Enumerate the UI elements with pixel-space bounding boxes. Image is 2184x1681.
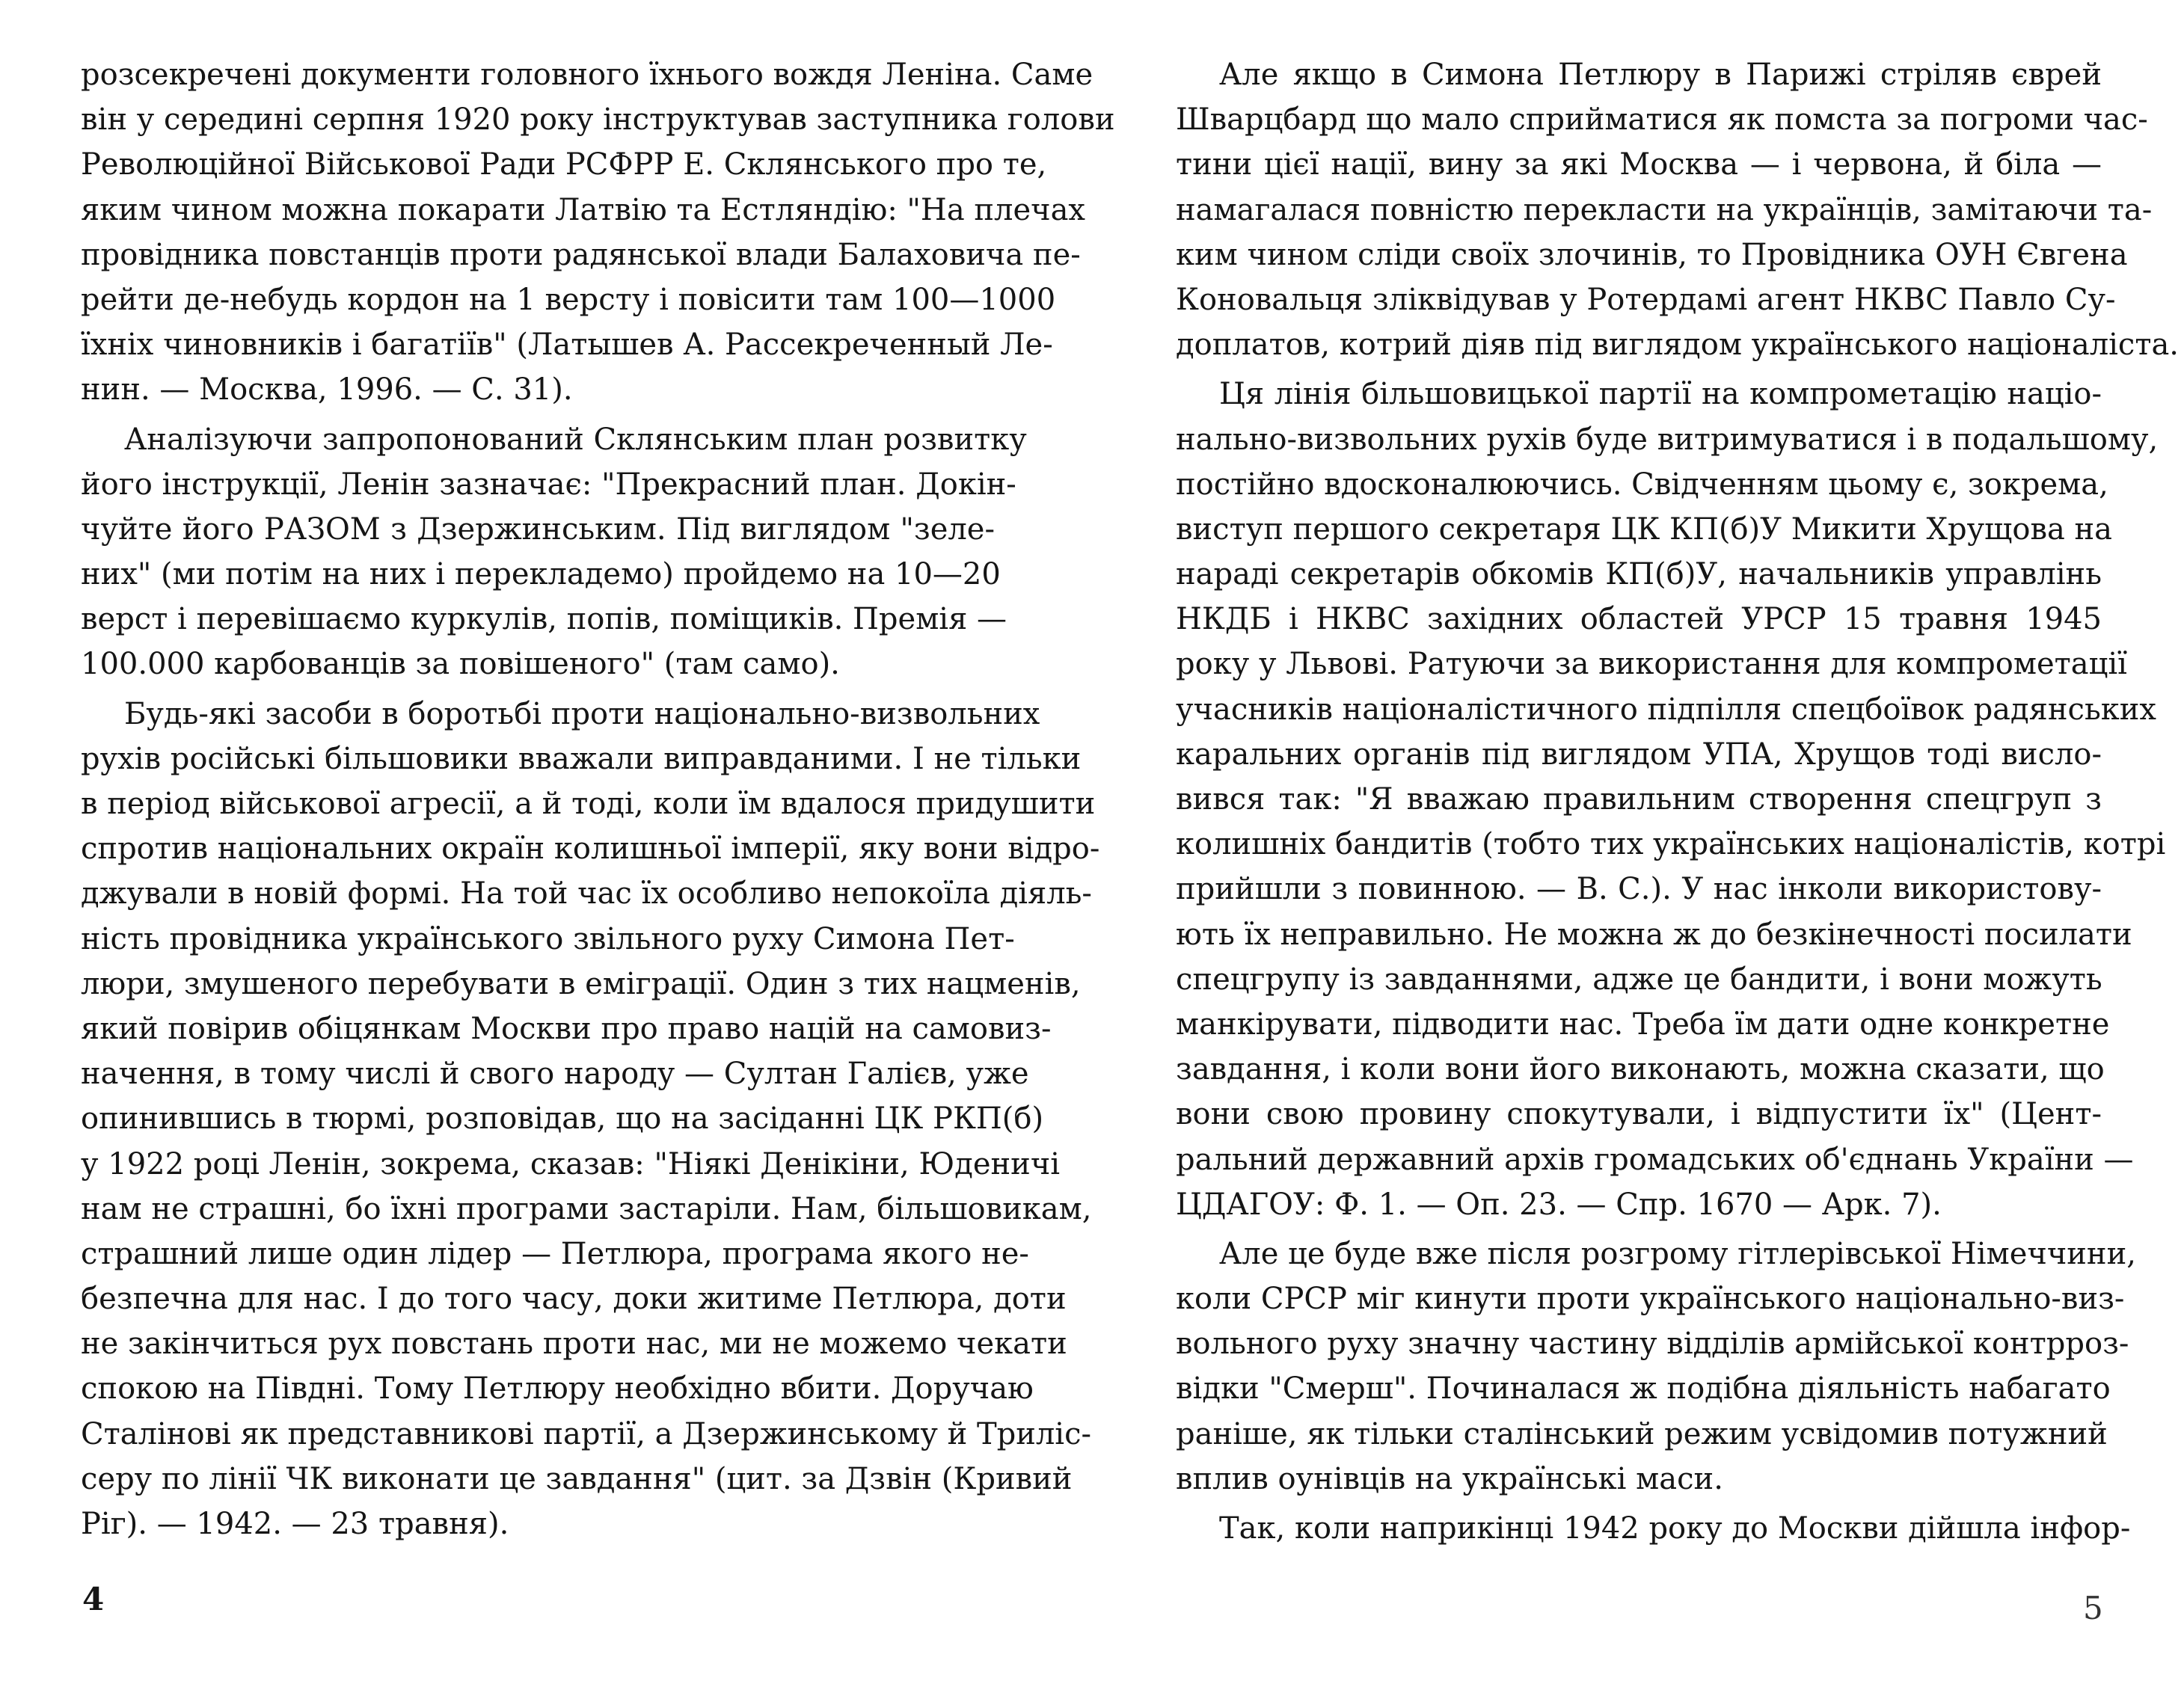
text-line: яким чином можна покарати Латвію та Естляндію: "На плечах	[81, 192, 1085, 227]
text-line: ким чином сліди своїх злочинів, то Провідника ОУН Євгена	[1176, 237, 2128, 272]
text-line: серу по лінії ЧК виконати це завдання" (цит. за Дзвін (Кривий	[81, 1461, 1073, 1496]
text-line: люри, змушеного перебувати в еміграції. Один з тих нацменів,	[81, 966, 1081, 1001]
text-line: учасників націоналістичного підпілля спецбоївок радянських	[1176, 692, 2156, 727]
text-line: Сталінові як представникові партії, а Дзержинському й Триліс-	[81, 1416, 1092, 1451]
text-line: нам не страшні, бо їхні програми застаріли. Нам, більшовикам,	[81, 1191, 1092, 1226]
paragraph	[81, 52, 1115, 413]
right-page-number: 5	[2083, 1590, 2103, 1626]
text-line: раніше, як тільки сталінський режим усвідомив потужний	[1176, 1416, 2108, 1451]
text-line: завдання, і коли вони його виконають, можна сказати, що	[1176, 1052, 2105, 1087]
left-page-text	[81, 52, 1115, 1551]
text-line: він у середині серпня 1920 року інструктував заступника голови	[81, 102, 1115, 138]
text-line: не закінчиться рух повстань проти нас, ми не можемо чекати	[81, 1327, 1067, 1362]
text-line: колишніх бандитів (тобто тих українських націоналістів, котрі	[1176, 827, 2166, 862]
text-line: відки "Смерш". Починалася ж подібна діяльність набагато	[1176, 1371, 2111, 1407]
text-line: Революційної Військової Ради РСФРР Е. Склянського про те,	[81, 147, 1047, 182]
text-line: рухів російські більшовики вважали виправданими. І не тільки	[81, 741, 1082, 776]
text-line: нально-визвольних рухів буде витримуватися і в подальшому,	[1176, 422, 2159, 457]
text-line: манкірувати, підводити нас. Треба їм дати одне конкретне	[1176, 1007, 2110, 1042]
text-line: Шварцбард що мало сприйматися як помста за погроми час-	[1176, 102, 2148, 138]
text-line: доплатов, котрий діяв під виглядом українського націоналіста.	[1176, 328, 2180, 363]
text-line: прийшли з повинною. — В. С.). У нас інколи використову-	[1176, 872, 2102, 907]
paragraph	[1176, 372, 2166, 1227]
right-page	[1092, 0, 2184, 1681]
text-line: ють їх неправильно. Не можна ж до безкінечності посилати	[1176, 917, 2132, 952]
text-line: спокою на Півдні. Тому Петлюру необхідно вбити. Доручаю	[81, 1371, 1034, 1407]
right-page-text	[1176, 52, 2180, 1555]
text-line: страшний лише один лідер — Петлюра, програма якого не-	[81, 1236, 1029, 1271]
text-line: вплив оунівців на українські маси.	[1176, 1461, 1723, 1496]
text-line: опинившись в тюрмі, розповідав, що на засіданні ЦК РКП(б)	[81, 1101, 1044, 1137]
text-line: його інструкції, Ленін зазначає: "Прекрасний план. Докін-	[81, 467, 1016, 502]
text-line: рейти де-небудь кордон на 1 версту і повісити там 100—1000	[81, 282, 1056, 317]
paragraph	[1176, 1506, 2131, 1551]
paragraph	[1176, 52, 2180, 367]
text-line: року у Львові. Ратуючи за використання для компрометації	[1176, 647, 2127, 682]
text-line: який повірив обіцянкам Москви про право націй на самовиз-	[81, 1011, 1052, 1046]
text-line: намагалася повністю перекласти на українців, замітаючи та-	[1176, 192, 2153, 227]
paragraph	[1176, 1232, 2136, 1502]
text-line: коли СРСР міг кинути проти українського національно-виз-	[1176, 1282, 2125, 1317]
text-line: провідника повстанців проти радянської влади Балаховича пе-	[81, 237, 1081, 272]
text-line: їхніх чиновників і багатіїв" (Латышев А. Рассекреченный Ле-	[81, 328, 1053, 363]
text-line: Але це буде вже після розгрому гітлерівської Німеччини,	[1219, 1236, 2136, 1271]
text-line: ральний державний архів громадських об'єднань України —	[1176, 1142, 2134, 1177]
text-line: каральних органів під виглядом УПА, Хрущов тоді вислo-	[1176, 737, 2102, 772]
text-line: Ця лінія більшовицької партії на компрометацію націо-	[1219, 377, 2102, 412]
text-line: Аналізуючи запропонований Склянським план розвитку	[124, 422, 1027, 457]
text-line: тини цієї нації, вину за які Москва — і червона, й біла —	[1176, 147, 2102, 182]
text-line: Будь-які засоби в боротьбі проти національно-визвольних	[124, 696, 1040, 731]
text-line: виступ першого секретаря ЦК КП(б)У Микити Хрущова на	[1176, 511, 2113, 547]
paragraph	[81, 692, 1100, 1547]
text-line: НКДБ і НКВС західних областей УРСР 15 травня 1945	[1176, 602, 2102, 637]
text-line: 100.000 карбованців за повішеного" (там само).	[81, 647, 840, 682]
text-line: джували в новій формі. На той час їх особливо непокоїла діяль-	[81, 876, 1092, 912]
text-line: ЦДАГОУ: Ф. 1. — Оп. 23. — Спр. 1670 — Арк. 7).	[1176, 1187, 1942, 1222]
text-line: Коновальця зліквідував у Ротердамі агент НКВС Павло Су-	[1176, 282, 2116, 317]
text-line: вився так: "Я вважаю правильним створення спецгруп з	[1176, 782, 2102, 817]
left-page-number: 4	[82, 1581, 105, 1617]
paragraph	[81, 417, 1027, 687]
text-line: начення, в тому числі й свого народу — Султан Галієв, уже	[81, 1057, 1029, 1092]
text-line: Ріг). — 1942. — 23 травня).	[81, 1507, 509, 1541]
text-line: спротив національних окраїн колишньої імперії, яку вони відро-	[81, 832, 1100, 867]
text-line: розсекречені документи головного їхнього вождя Леніна. Саме	[81, 58, 1093, 92]
text-line: постійно вдосконалюючись. Свідченням цьому є, зокрема,	[1176, 467, 2108, 502]
text-line: чуйте його РАЗОМ з Дзержинським. Під виглядом "зеле-	[81, 511, 995, 547]
text-line: Так, коли наприкінці 1942 року до Москви дійшла інфор-	[1219, 1511, 2131, 1546]
text-line: спецгрупу із завданнями, адже це бандити, і вони можуть	[1176, 962, 2102, 997]
text-line: безпечна для нас. І до того часу, доки житиме Петлюра, доти	[81, 1282, 1067, 1317]
text-line: у 1922 році Ленін, зокрема, сказав: "Ніякі Денікіни, Юденичі	[81, 1146, 1061, 1181]
text-line: нараді секретарів обкомів КП(б)У, начальників управлінь	[1176, 557, 2102, 592]
text-line: вони свою провину спокутували, і відпустити їх" (Цент-	[1176, 1097, 2102, 1132]
text-line: вольного руху значну частину відділів армійської контррoз-	[1176, 1327, 2129, 1362]
text-line: них" (ми потім на них і перекладемо) пройдемо на 10—20	[81, 557, 1001, 592]
text-line: Але якщо в Симона Петлюру в Парижі стріляв єврей	[1219, 58, 2102, 92]
text-line: ність провідника українського звільного руху Симона Пет-	[81, 921, 1015, 956]
text-line: верст і перевішаємо куркулів, попів, поміщиків. Премія —	[81, 602, 1007, 637]
text-line: нин. — Москва, 1996. — С. 31).	[81, 372, 573, 408]
text-line: в період військової агресії, а й тоді, коли їм вдалося придушити	[81, 787, 1096, 821]
